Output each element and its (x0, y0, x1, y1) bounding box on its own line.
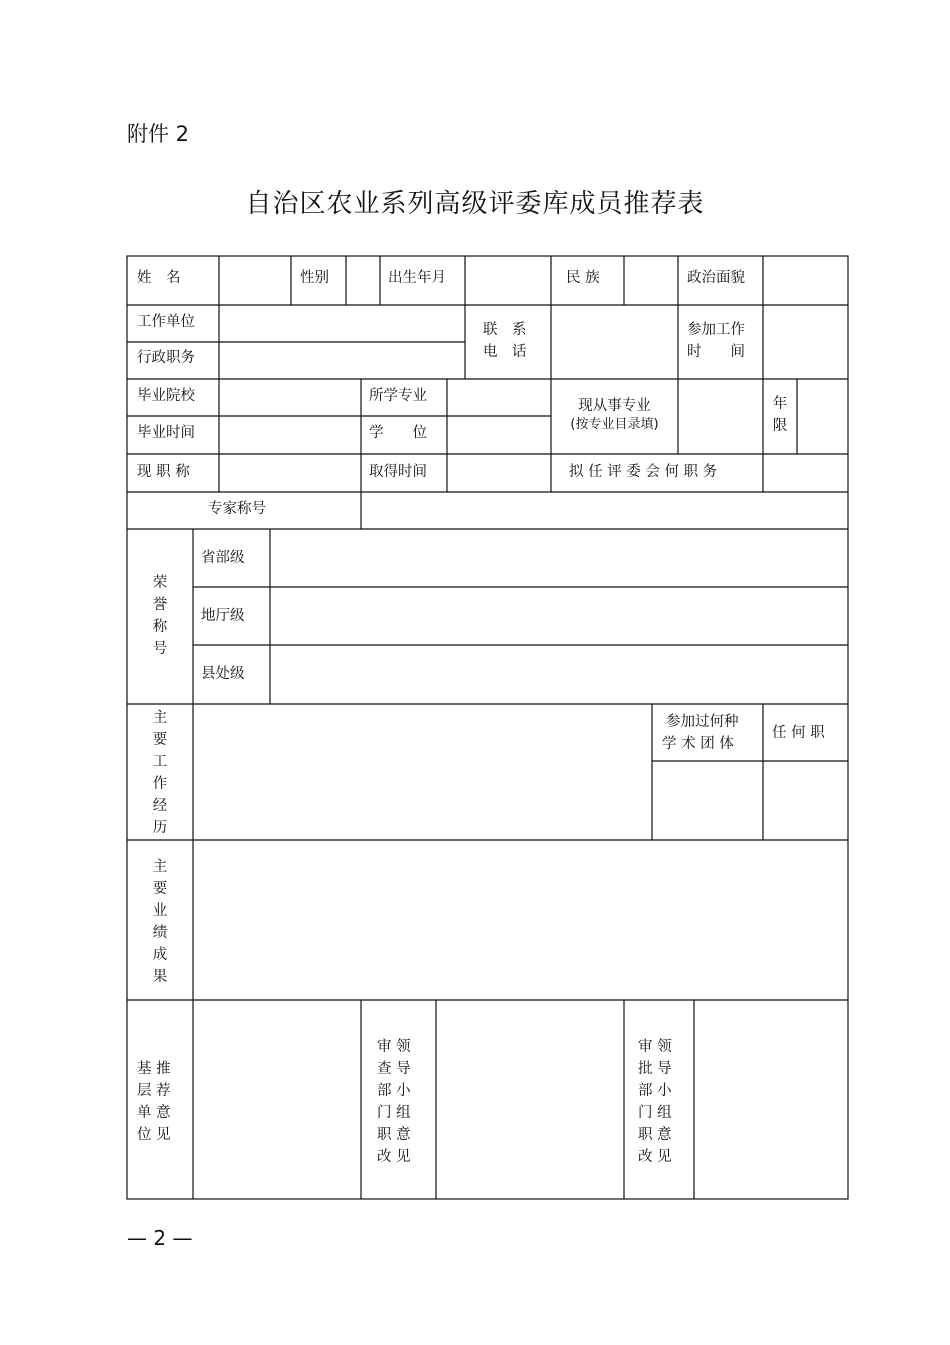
label-ethnicity: 民 族 (566, 270, 600, 286)
label-years: 年限 (772, 396, 788, 434)
label-academic-line2: 学 术 团 体 (662, 736, 734, 752)
label-phone-line1: 联 系 (483, 322, 527, 338)
label-honor-prefectural: 地厅级 (201, 608, 245, 624)
label-join-work-line1: 参加工作 (687, 322, 745, 338)
label-review-opinion: 审 领 查 导 部 小 门 组 职 意 改 见 (377, 1039, 411, 1165)
label-grad-time: 毕业时间 (137, 425, 195, 441)
label-join-work-line2: 时 间 (687, 344, 745, 360)
label-current-major-line1: 现从事专业 (578, 398, 651, 414)
label-approve-opinion: 审 领 批 导 部 小 门 组 职 意 改 见 (638, 1039, 672, 1165)
label-name: 姓 名 (137, 270, 181, 286)
label-expert-title: 专家称号 (208, 501, 266, 517)
label-phone-line2: 电 话 (483, 344, 527, 360)
label-academic-line1: 参加过何种 (666, 714, 739, 730)
label-honor-county: 县处级 (201, 666, 245, 682)
label-committee-role: 拟 任 评 委 会 何 职 务 (569, 464, 718, 480)
attachment-label: 附件 2 (127, 122, 190, 146)
label-gender: 性别 (300, 270, 329, 286)
page-number: — 2 — (127, 1226, 193, 1250)
label-current-major-line2: (按专业目录填) (570, 417, 659, 432)
label-title-rank: 现 职 称 (137, 464, 190, 480)
form-title: 自治区农业系列高级评委库成员推荐表 (245, 189, 705, 219)
label-school: 毕业院校 (137, 388, 195, 404)
label-honor: 荣誉称号 (152, 575, 168, 657)
label-work-unit: 工作单位 (137, 314, 195, 330)
label-birth: 出生年月 (388, 270, 446, 286)
label-obtain-time: 取得时间 (369, 464, 427, 480)
label-position: 任 何 职 (772, 725, 825, 741)
label-degree: 学 位 (369, 425, 427, 441)
label-achievements: 主要业绩成果 (152, 859, 168, 985)
label-basic-opinion: 基 推 层 荐 单 意 位 见 (137, 1061, 171, 1143)
label-honor-provincial: 省部级 (201, 550, 245, 566)
label-work-history: 主要工作经历 (152, 710, 168, 836)
label-admin-post: 行政职务 (137, 350, 195, 366)
form-border (127, 256, 848, 1199)
label-political: 政治面貌 (687, 270, 745, 286)
label-major: 所学专业 (369, 388, 427, 404)
